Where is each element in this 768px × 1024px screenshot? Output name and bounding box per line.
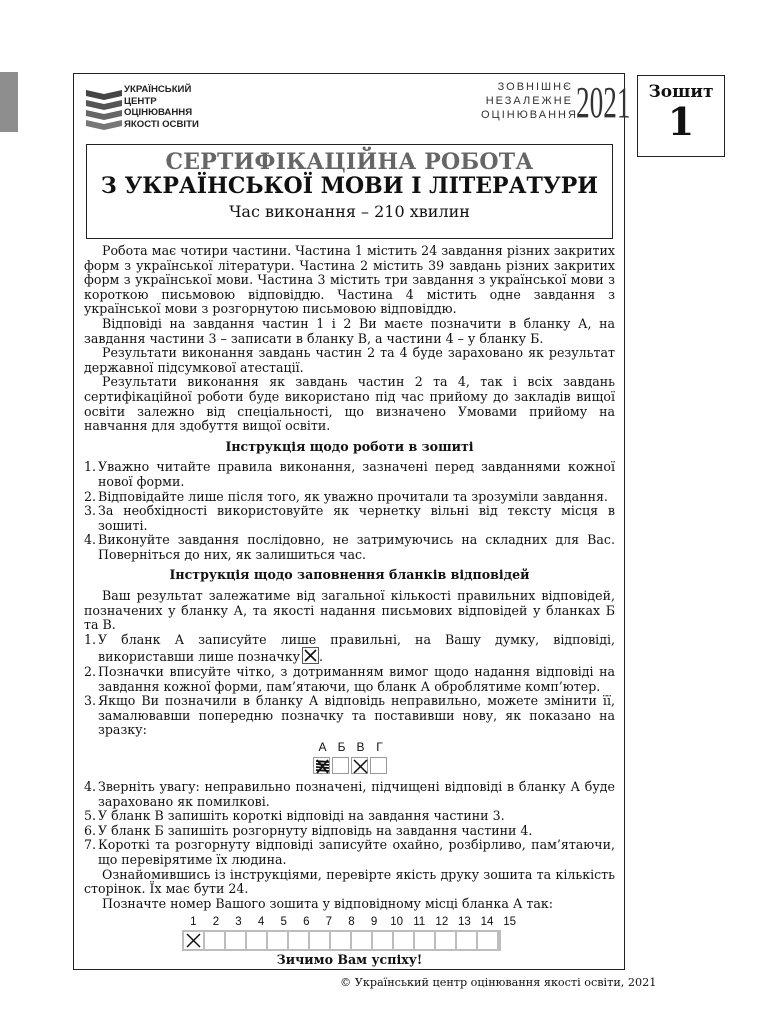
empty-box	[370, 757, 387, 774]
empty-box	[289, 932, 308, 949]
number-label: 10	[390, 916, 404, 929]
cross-mark-icon	[184, 932, 203, 949]
list-item	[84, 824, 615, 839]
answer-sheets-intro: Ваш результат залежатиме від загальної кількості правильних відповідей, позначених у бланку А, та якості надання письмових відповідей у бланках Б та В.	[84, 588, 615, 633]
cross-mark-icon	[351, 757, 368, 774]
list-item-number: 2.	[84, 664, 97, 680]
number-label: 3	[235, 916, 242, 929]
intro-paragraph-2: Відповіді на завдання частин 1 і 2 Ви маєте позначити в бланку А, на завдання частини 3 – записати в бланку В, а частини 4 – у бланку Б.	[84, 315, 615, 346]
list-item-number: 5.	[84, 808, 97, 824]
title-line-2: З УКРАЇНСЬКОЇ МОВИ І ЛІТЕРАТУРИ	[100, 173, 599, 199]
list-item-number: 7.	[84, 837, 97, 853]
list-item-number: 6.	[84, 822, 97, 838]
number-label: 11	[413, 916, 426, 929]
zno-line-1: ЗОВНІШНЄ	[497, 81, 573, 93]
notebook-number: 1	[667, 99, 695, 144]
list-item-number: 1.	[84, 631, 97, 647]
sample-letter: А	[318, 740, 327, 754]
empty-box	[332, 757, 349, 774]
side-tab-marker	[0, 72, 18, 132]
number-label: 13	[458, 916, 471, 929]
intro-paragraph-1: Робота має чотири частини. Частина 1 містить 24 завдання різних закритих форм з української літератури. Частина 2 містить 39 завдань різних закритих форм з української мови. Частина 3 містить три завдання з української мови з короткою письмовою відповіддю. Частина 4 містить одне завдання з української мови з розгорнутою письмовою відповіддю.	[84, 243, 615, 317]
section-heading-notebook: Інструкція щодо роботи в зошиті	[225, 438, 474, 454]
list-item-number: 4.	[84, 532, 97, 548]
cross-mark-icon	[302, 647, 319, 664]
list-item-text: Уважно читайте правила виконання, зазначені перед завданнями кожної нової форми.	[98, 459, 615, 489]
empty-box	[373, 932, 392, 949]
notebook-instructions-list	[84, 460, 615, 562]
notebook-box	[637, 75, 725, 157]
list-item	[84, 633, 615, 665]
logo-line-4: ЯКОСТІ ОСВІТИ	[124, 118, 199, 130]
number-label: 6	[303, 916, 310, 929]
empty-box	[310, 932, 329, 949]
zno-line-2: НЕЗАЛЕЖНЕ	[485, 95, 573, 107]
list-item-text: Виконуйте завдання послідовно, не затримуючись на складних для Вас. Поверніться до них, як залишиться час.	[98, 532, 615, 562]
intro-paragraph-4: Результати виконання як завдань частин 2 та 4, так і всіх завдань сертифікаційної роботи буде використано під час прийому до закладів вищої освіти залежно від спеціальності, що визначено Умовами прийому на навчання для здобуття вищої освіти.	[84, 374, 615, 434]
sample-boxes	[313, 757, 389, 774]
mark-number-paragraph: Позначте номер Вашого зошита у відповідному місці бланка А так:	[102, 895, 553, 911]
list-item-text: У бланк В запишіть короткі відповіді на завдання частини 3.	[98, 808, 505, 824]
empty-box	[352, 932, 371, 949]
list-item-number: 3.	[84, 503, 97, 519]
list-item-text: За необхідності використовуйте як чернетку вільні від тексту місця в зошиті.	[98, 503, 615, 533]
list-item-number: 4.	[84, 779, 97, 794]
number-label: 15	[503, 916, 516, 929]
sample-letters	[313, 740, 389, 755]
list-item-number: 3.	[84, 693, 97, 709]
list-item	[84, 533, 615, 562]
number-label: 4	[257, 916, 265, 929]
sample-letter: Г	[376, 740, 383, 754]
empty-box	[457, 932, 476, 949]
logo-line-1: УКРАЇНСЬКИЙ	[124, 84, 192, 95]
ucequality-logo	[86, 84, 266, 138]
notebook-number-grid	[84, 915, 615, 951]
number-labels	[182, 915, 521, 930]
empty-box	[478, 932, 497, 949]
empty-box	[205, 932, 224, 949]
empty-box	[268, 932, 287, 949]
number-label: 2	[212, 916, 220, 929]
zno-year: 2021	[576, 78, 631, 127]
sample-letter: В	[356, 740, 365, 754]
list-item-text: Якщо Ви позначили в бланку А відповідь неправильно, можете змінити її, замалювавши попередню позначку та поставивши нову, як показано на зразку:	[98, 693, 615, 738]
exam-duration: Час виконання – 210 хвилин	[229, 202, 470, 221]
section-heading-answer-sheets: Інструкція щодо заповнення бланків відповідей	[169, 567, 530, 583]
correction-sample	[84, 740, 615, 780]
list-item-number: 2.	[84, 488, 97, 504]
book-logo-icon	[86, 84, 122, 134]
empty-box	[226, 932, 245, 949]
number-label: 1	[190, 916, 197, 929]
number-label: 7	[325, 916, 333, 929]
list-item-text: Відповідайте лише після того, як уважно прочитали та зрозуміли завдання.	[98, 488, 608, 504]
list-item	[84, 490, 615, 505]
empty-box	[415, 932, 434, 949]
zno-line-3: ОЦІНЮВАННЯ	[481, 109, 578, 121]
number-label: 5	[280, 916, 287, 929]
list-item-text: Позначки вписуйте чітко, з дотриманням вимог щодо надання відповіді на завдання кожної форми, пам’ятаючи, що бланк А оброблятиме комп’ютер.	[98, 664, 615, 694]
list-item	[84, 694, 615, 738]
scribbled-mark-icon	[313, 757, 330, 774]
list-item	[84, 838, 615, 867]
copyright-footer: © Український центр оцінювання якості освіти, 2021	[340, 976, 657, 989]
intro-paragraph-3: Результати виконання завдань частин 2 та 4 буде зараховано як результат державної підсумкової атестації.	[84, 345, 615, 375]
number-label: 8	[348, 916, 355, 929]
number-label: 9	[370, 916, 378, 929]
check-paragraph: Ознайомившись із інструкціями, перевірте якість друку зошита та кількість сторінок. Їх має бути 24.	[84, 866, 615, 897]
instructions-content	[84, 244, 615, 968]
title-line-1: СЕРТИФІКАЦІЙНА РОБОТА	[165, 149, 534, 175]
list-item-end: .	[319, 649, 324, 665]
good-luck-text: Зичимо Вам успіху!	[276, 952, 423, 968]
list-item	[84, 504, 615, 533]
list-item	[84, 665, 615, 694]
notebook-label: Зошит	[648, 82, 714, 102]
list-item	[84, 809, 615, 824]
logo-line-3: ОЦІНЮВАННЯ	[124, 107, 193, 118]
list-item-text: Короткі та розгорнуту відповіді записуйте охайно, розбірливо, пам’ятаючи, що перевірятиме їх людина.	[98, 837, 615, 867]
number-label: 12	[435, 916, 449, 929]
title-box	[86, 144, 613, 239]
empty-box	[247, 932, 266, 949]
number-boxes	[182, 930, 501, 951]
empty-box	[436, 932, 455, 949]
list-item-text: Зверніть увагу: неправильно позначені, підчищені відповіді в бланку А буде зараховано як помилкові.	[98, 779, 615, 809]
list-item-text: У бланк Б запишіть розгорнуту відповідь на завдання частини 4.	[98, 822, 533, 838]
empty-box	[331, 932, 350, 949]
list-item	[84, 780, 615, 809]
number-label: 14	[480, 916, 494, 929]
logo-line-2: ЦЕНТР	[124, 95, 157, 107]
list-item-number: 1.	[84, 459, 97, 475]
list-item-text: У бланк А записуйте лише правильні, на Вашу думку, відповіді, використавши лише позначку	[98, 631, 615, 665]
empty-box	[394, 932, 413, 949]
zno-logo	[481, 78, 631, 130]
list-item	[84, 460, 615, 489]
sample-letter: Б	[337, 740, 346, 754]
